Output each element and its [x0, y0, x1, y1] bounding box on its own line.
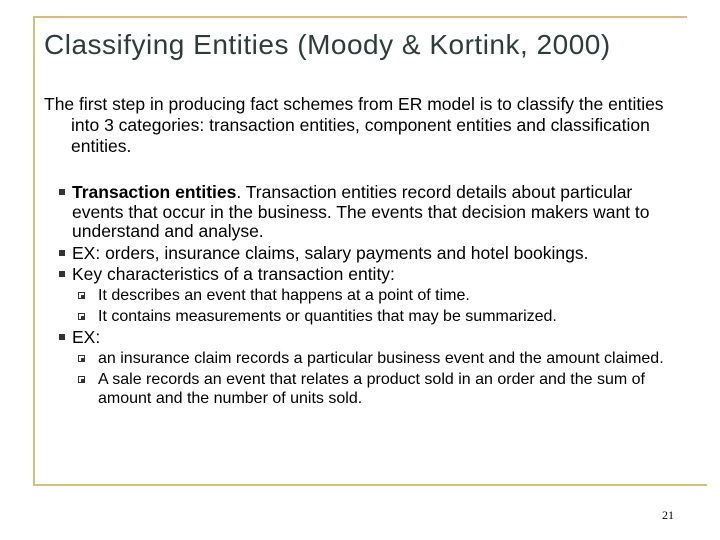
bullet-text: EX: orders, insurance claims, salary payments and hotel bookings.	[72, 242, 589, 263]
sub-bullet-item	[72, 349, 684, 368]
intro-paragraph	[44, 94, 664, 157]
bullet-text: Key characteristics of a transaction entity:	[72, 264, 395, 285]
box-bullet-icon	[78, 313, 85, 320]
sub-bullet-item	[72, 370, 684, 408]
sub-bullet-list	[72, 286, 684, 326]
box-bullet-icon	[78, 292, 85, 299]
sub-bullet-text: It describes an event that happens at a point of time.	[98, 286, 470, 304]
box-bullet-icon	[78, 376, 85, 383]
sub-bullet-item	[72, 286, 684, 305]
sub-bullet-list	[72, 349, 684, 408]
bullet-item	[44, 244, 684, 264]
square-bullet-icon	[59, 334, 65, 340]
square-bullet-icon	[59, 250, 65, 256]
bullet-list	[44, 183, 684, 410]
bullet-item	[44, 265, 684, 326]
bullet-text: . Transaction entities record details about particular events that occur in the business. The events that decision makers want to understand and analyse.	[72, 182, 650, 242]
top-rule	[33, 16, 687, 18]
slide-title: Classifying Entities (Moody & Kortink, 2000)	[44, 29, 611, 60]
intro-text: The first step in producing fact schemes from ER model is to classify the entities into 3 categories: transaction entities, component entities and classification entities.	[44, 94, 664, 156]
left-rule	[33, 16, 35, 486]
sub-bullet-item	[72, 307, 684, 326]
bottom-rule	[33, 484, 707, 486]
box-bullet-icon	[78, 355, 85, 362]
bullet-text: EX:	[72, 326, 101, 347]
sub-bullet-text: an insurance claim records a particular business event and the amount claimed.	[98, 349, 664, 367]
bullet-item	[44, 183, 684, 242]
sub-bullet-text: A sale records an event that relates a product sold in an order and the sum of amount and the number of units sold.	[98, 370, 645, 407]
page-number: 21	[662, 508, 674, 522]
bullet-item	[44, 328, 684, 408]
sub-bullet-text: It contains measurements or quantities that may be summarized.	[98, 307, 557, 325]
square-bullet-icon	[59, 271, 65, 277]
bullet-bold-term: Transaction entities	[72, 182, 237, 202]
square-bullet-icon	[59, 189, 65, 195]
